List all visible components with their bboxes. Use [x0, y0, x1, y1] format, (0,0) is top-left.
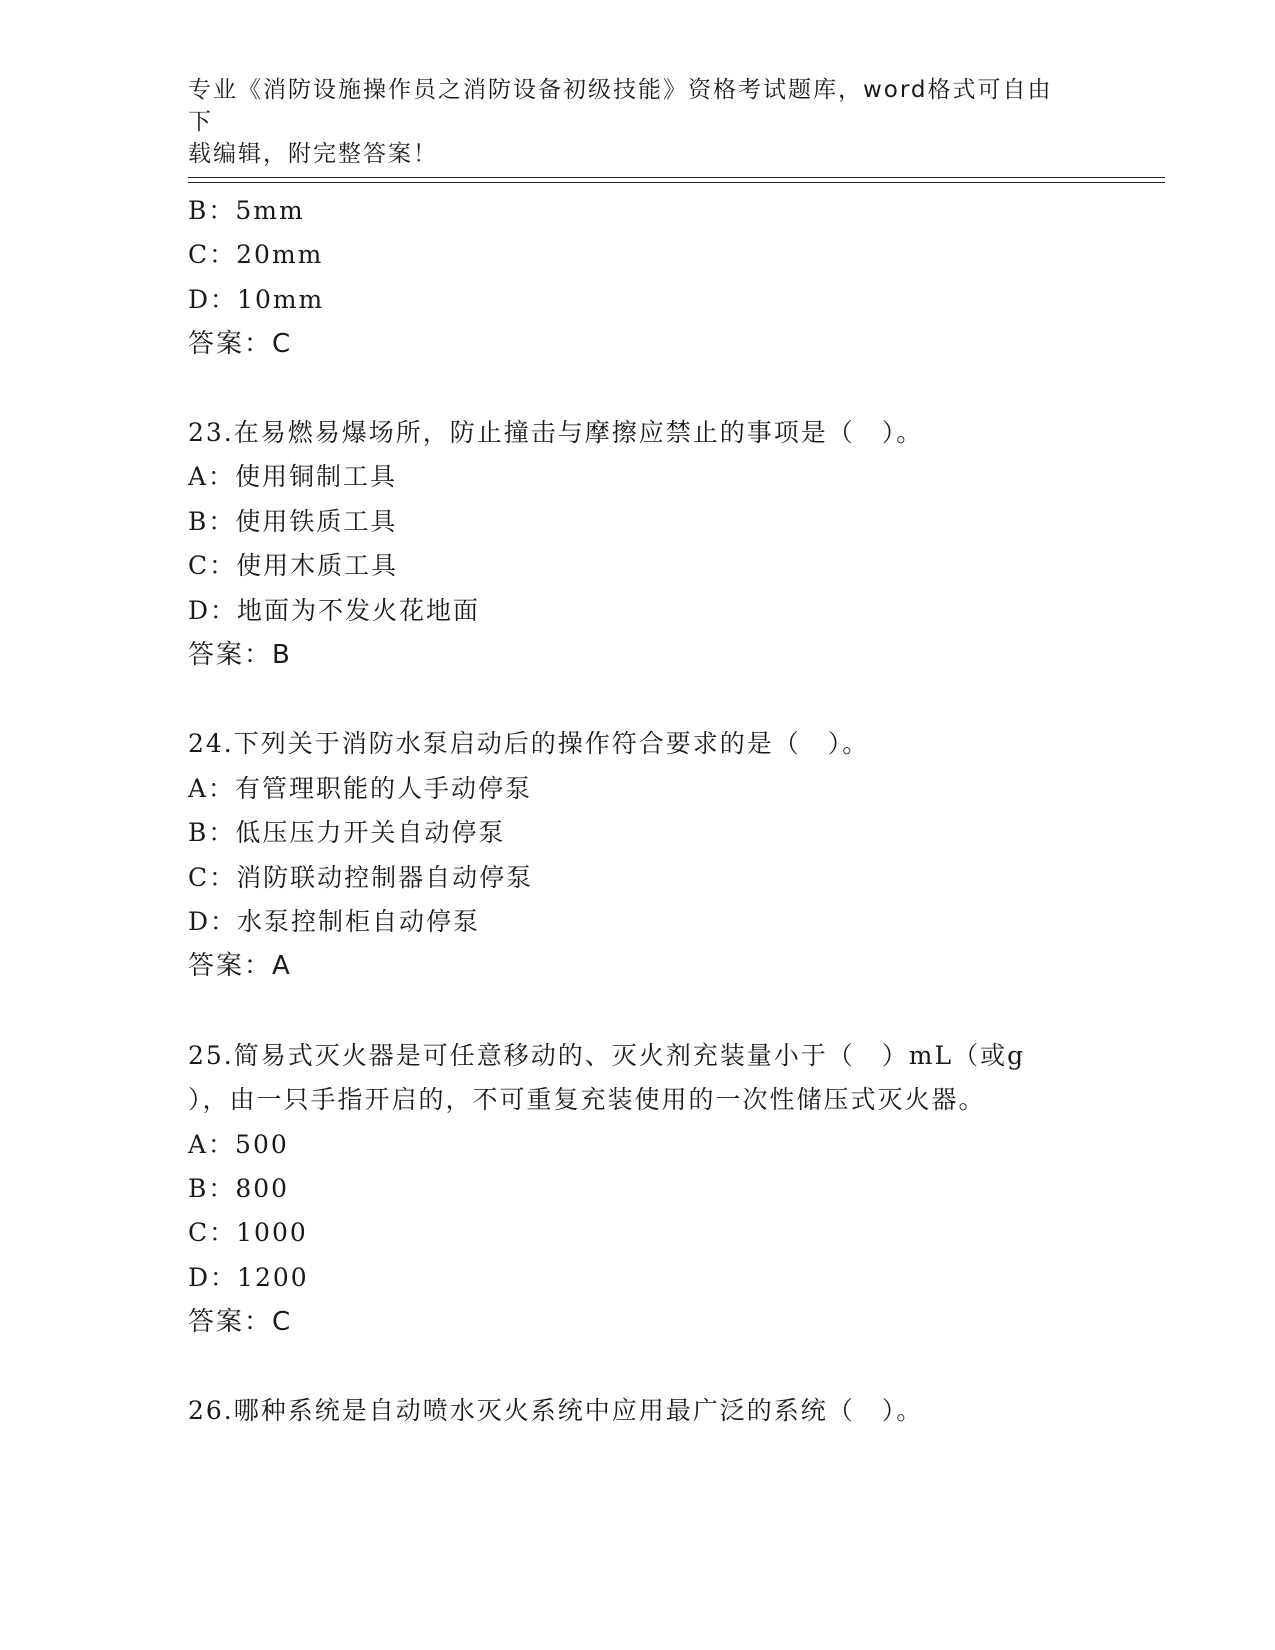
q24-option-a: A：有管理职能的人手动停泵: [188, 774, 533, 803]
q22-option-c: C：20mm: [188, 240, 324, 269]
q22-option-d: D：10mm: [188, 285, 325, 314]
document-header: [188, 74, 1068, 170]
q23-option-d: D：地面为不发火花地面: [188, 596, 481, 625]
q25-option-b: B：800: [188, 1174, 290, 1203]
q23-answer: 答案：B: [188, 640, 292, 670]
q24-answer: 答案：A: [188, 951, 292, 981]
q23-option-b: B：使用铁质工具: [188, 507, 398, 536]
q25-option-d: D：1200: [188, 1263, 309, 1292]
q24-stem: 24.下列关于消防水泵启动后的操作符合要求的是（ ）。: [188, 729, 870, 758]
q26-stem: 26.哪种系统是自动喷水灭火系统中应用最广泛的系统（ ）。: [188, 1396, 924, 1425]
q25-stem-line-1: 25.简易式灭火器是可任意移动的、灭火剂充装量小于（ ）mL（或g: [188, 1041, 1026, 1070]
header-divider-top: [188, 177, 1165, 178]
q25-stem-line-2: ），由一只手指开启的，不可重复充装使用的一次性储压式灭火器。: [188, 1085, 986, 1114]
header-line-2: 载编辑，附完整答案！: [188, 141, 438, 167]
header-divider-bottom: [188, 182, 1165, 183]
q24-option-b: B：低压压力开关自动停泵: [188, 818, 506, 847]
q23-option-a: A：使用铜制工具: [188, 462, 398, 491]
q22-option-b: B：5mm: [188, 196, 305, 225]
q23-stem: 23.在易燃易爆场所，防止撞击与摩擦应禁止的事项是（ ）。: [188, 418, 924, 447]
q25-answer: 答案：C: [188, 1307, 293, 1337]
q24-option-c: C：消防联动控制器自动停泵: [188, 863, 534, 892]
q23-option-c: C：使用木质工具: [188, 551, 399, 580]
header-line-1: 专业《消防设施操作员之消防设备初级技能》资格考试题库，word格式可自由下: [188, 77, 1053, 135]
q25-option-c: C：1000: [188, 1218, 308, 1247]
q24-option-d: D：水泵控制柜自动停泵: [188, 907, 481, 936]
q25-option-a: A：500: [188, 1130, 289, 1159]
q22-answer: 答案：C: [188, 329, 293, 359]
